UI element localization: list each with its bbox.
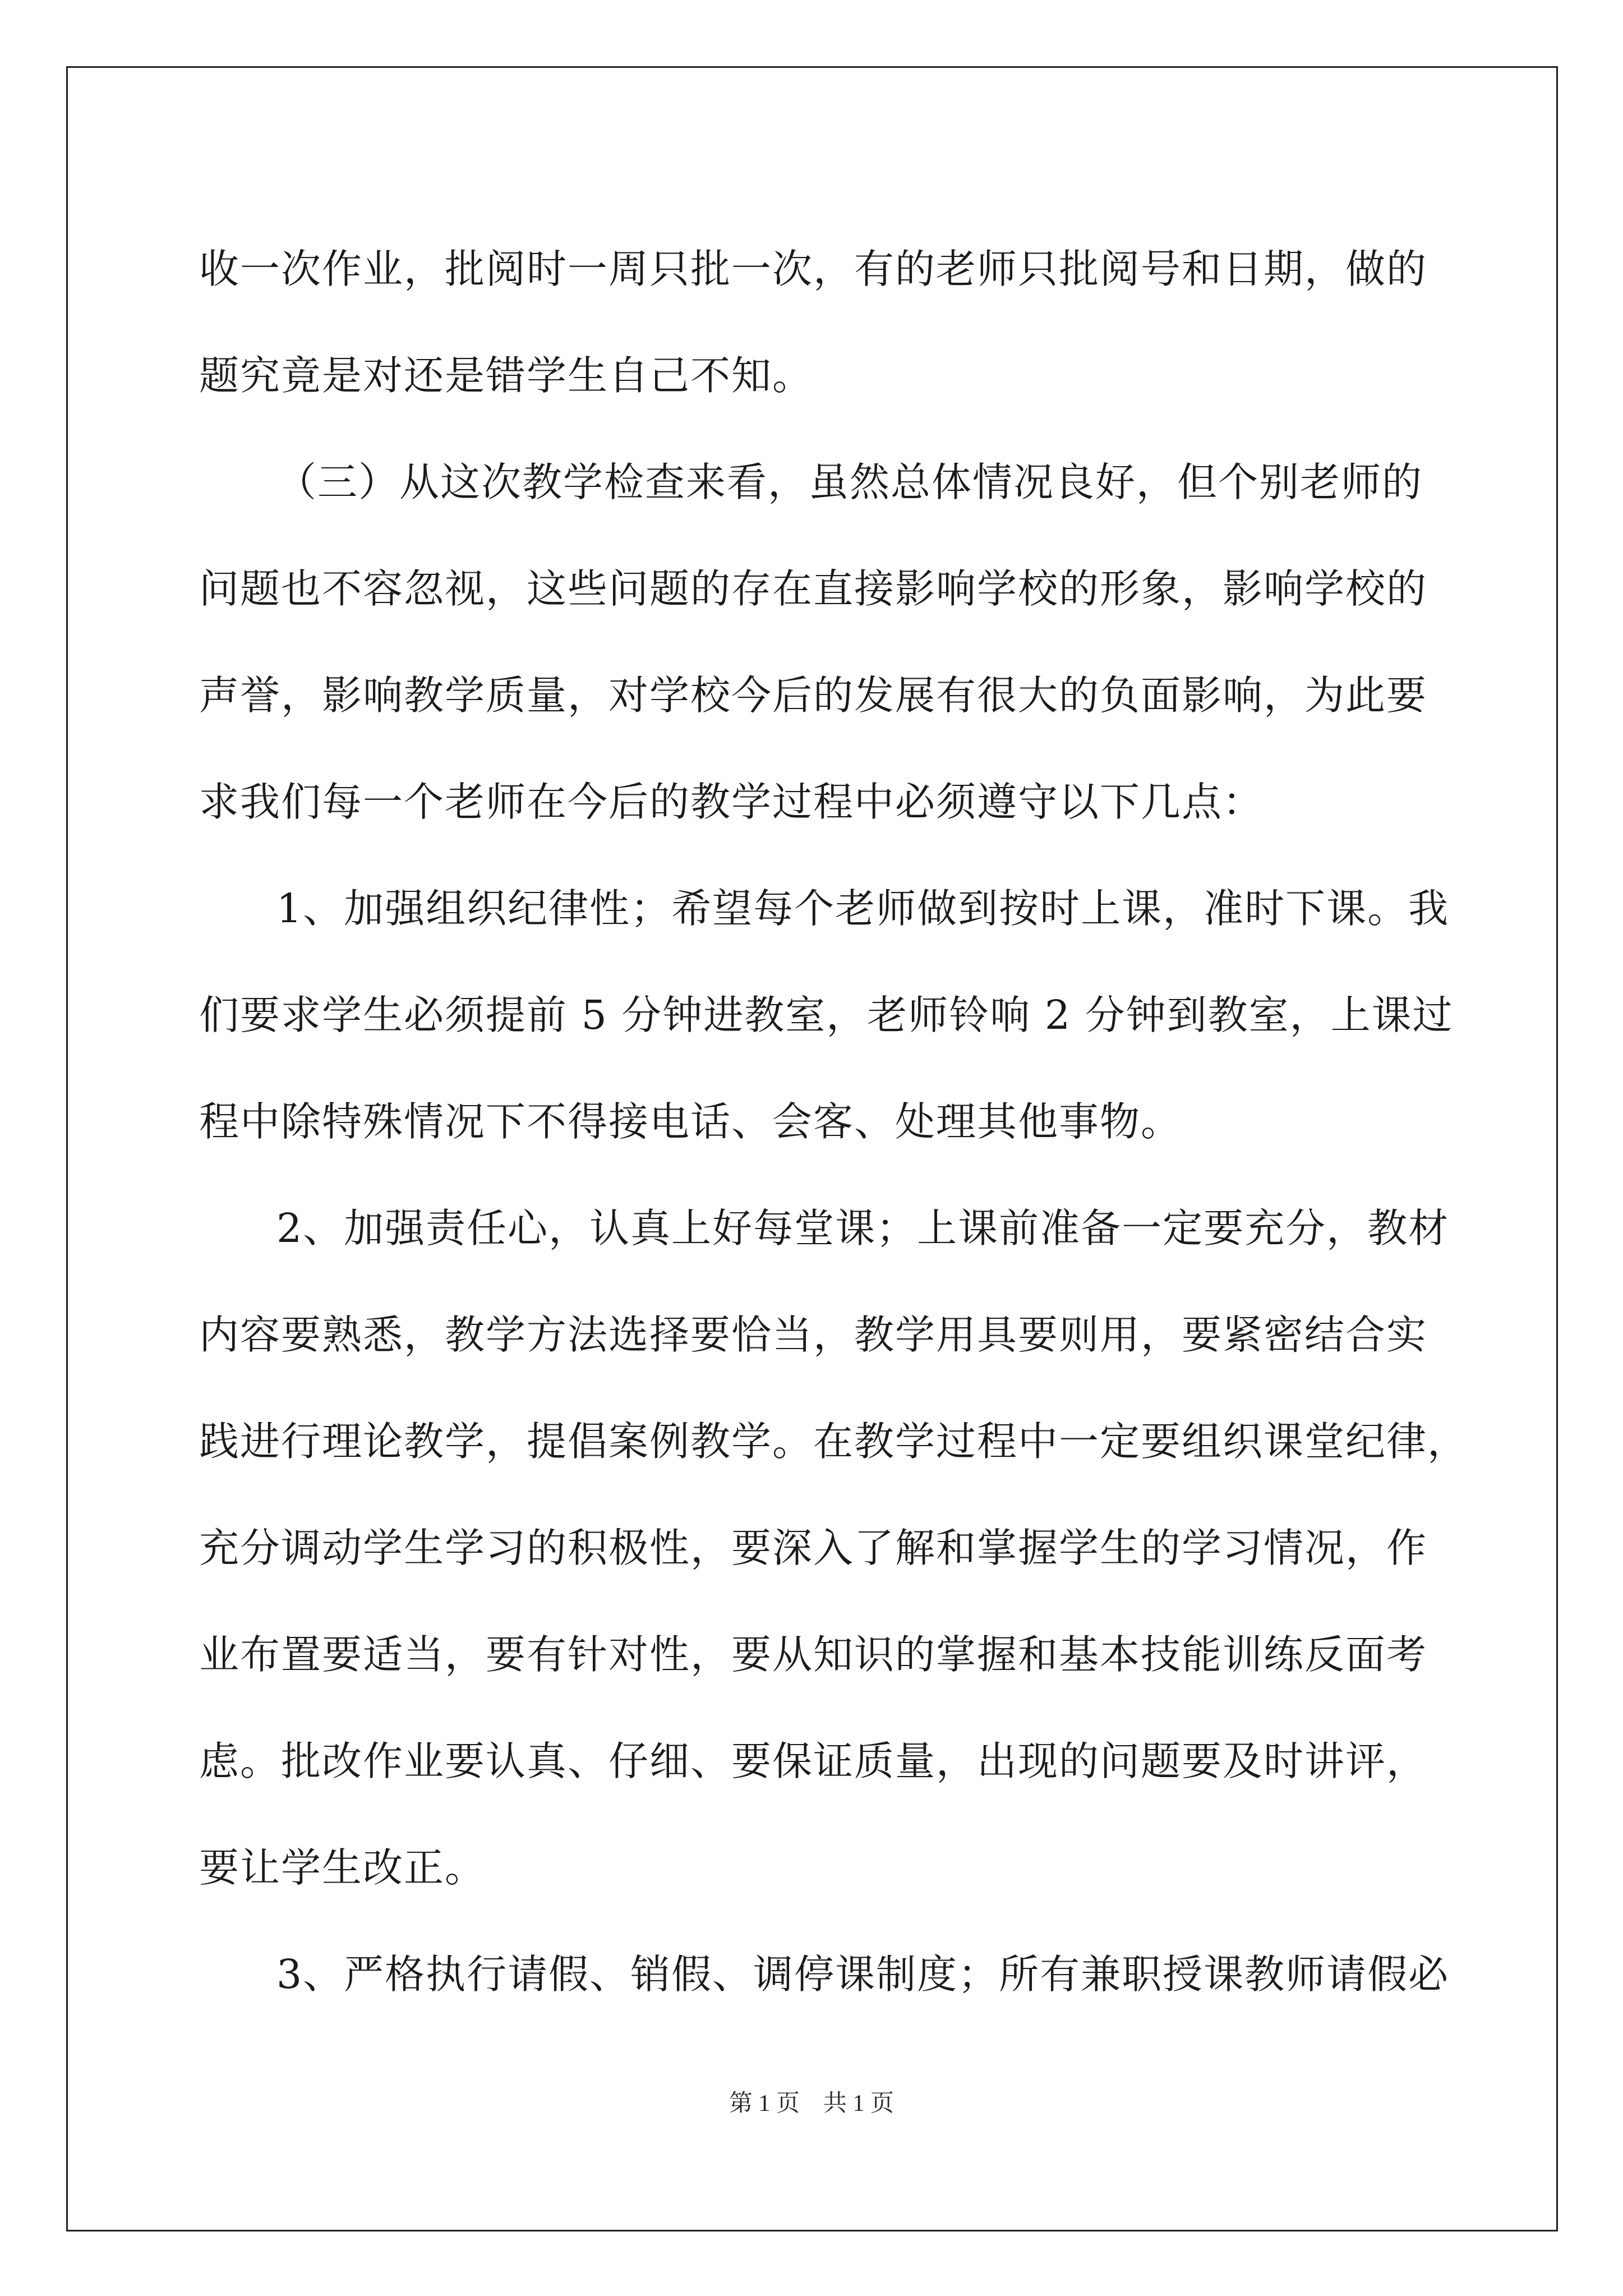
text-line: 充分调动学生学习的积极性，要深入了解和掌握学生的学习情况，作 — [199, 1525, 1428, 1571]
text-line: 程中除特殊情况下不得接电话、会客、处理其他事物。 — [199, 1098, 1182, 1145]
text-line: 内容要熟悉，教学方法选择要恰当，教学用具要则用，要紧密结合实 — [199, 1312, 1428, 1358]
text-line: 虑。批改作业要认真、仔细、要保证质量，出现的问题要及时讲评， — [199, 1738, 1428, 1784]
text-line: 题究竟是对还是错学生自己不知。 — [199, 352, 814, 399]
text-line: 1、加强组织纪律性；希望每个老师做到按时上课，准时下课。我 — [276, 885, 1450, 932]
text-line: 2、加强责任心，认真上好每堂课；上课前准备一定要充分，教材 — [276, 1205, 1450, 1251]
page-number-footer: 第 1 页 共 1 页 — [728, 2091, 894, 2116]
text-line: 求我们每一个老师在今后的教学过程中必须遵守以下几点： — [199, 779, 1264, 825]
text-line: 声誉，影响教学质量，对学校今后的发展有很大的负面影响，为此要 — [199, 672, 1428, 719]
document-body — [199, 216, 1469, 2028]
text-line: 问题也不容忽视，这些问题的存在直接影响学校的形象，影响学校的 — [199, 565, 1428, 612]
text-line: 收一次作业，批阅时一周只批一次，有的老师只批阅号和日期，做的 — [199, 246, 1428, 292]
text-line: 要让学生改正。 — [199, 1844, 486, 1891]
text-line: 践进行理论教学，提倡案例教学。在教学过程中一定要组织课堂纪律， — [199, 1418, 1469, 1465]
text-line: （三）从这次教学检查来看，虽然总体情况良好，但个别老师的 — [276, 459, 1423, 505]
text-line: 3、严格执行请假、销假、调停课制度；所有兼职授课教师请假必 — [276, 1951, 1450, 1998]
text-line: 们要求学生必须提前 5 分钟进教室，老师铃响 2 分钟到教室，上课过 — [199, 992, 1454, 1038]
text-line: 业布置要适当，要有针对性，要从知识的掌握和基本技能训练反面考 — [199, 1631, 1428, 1678]
